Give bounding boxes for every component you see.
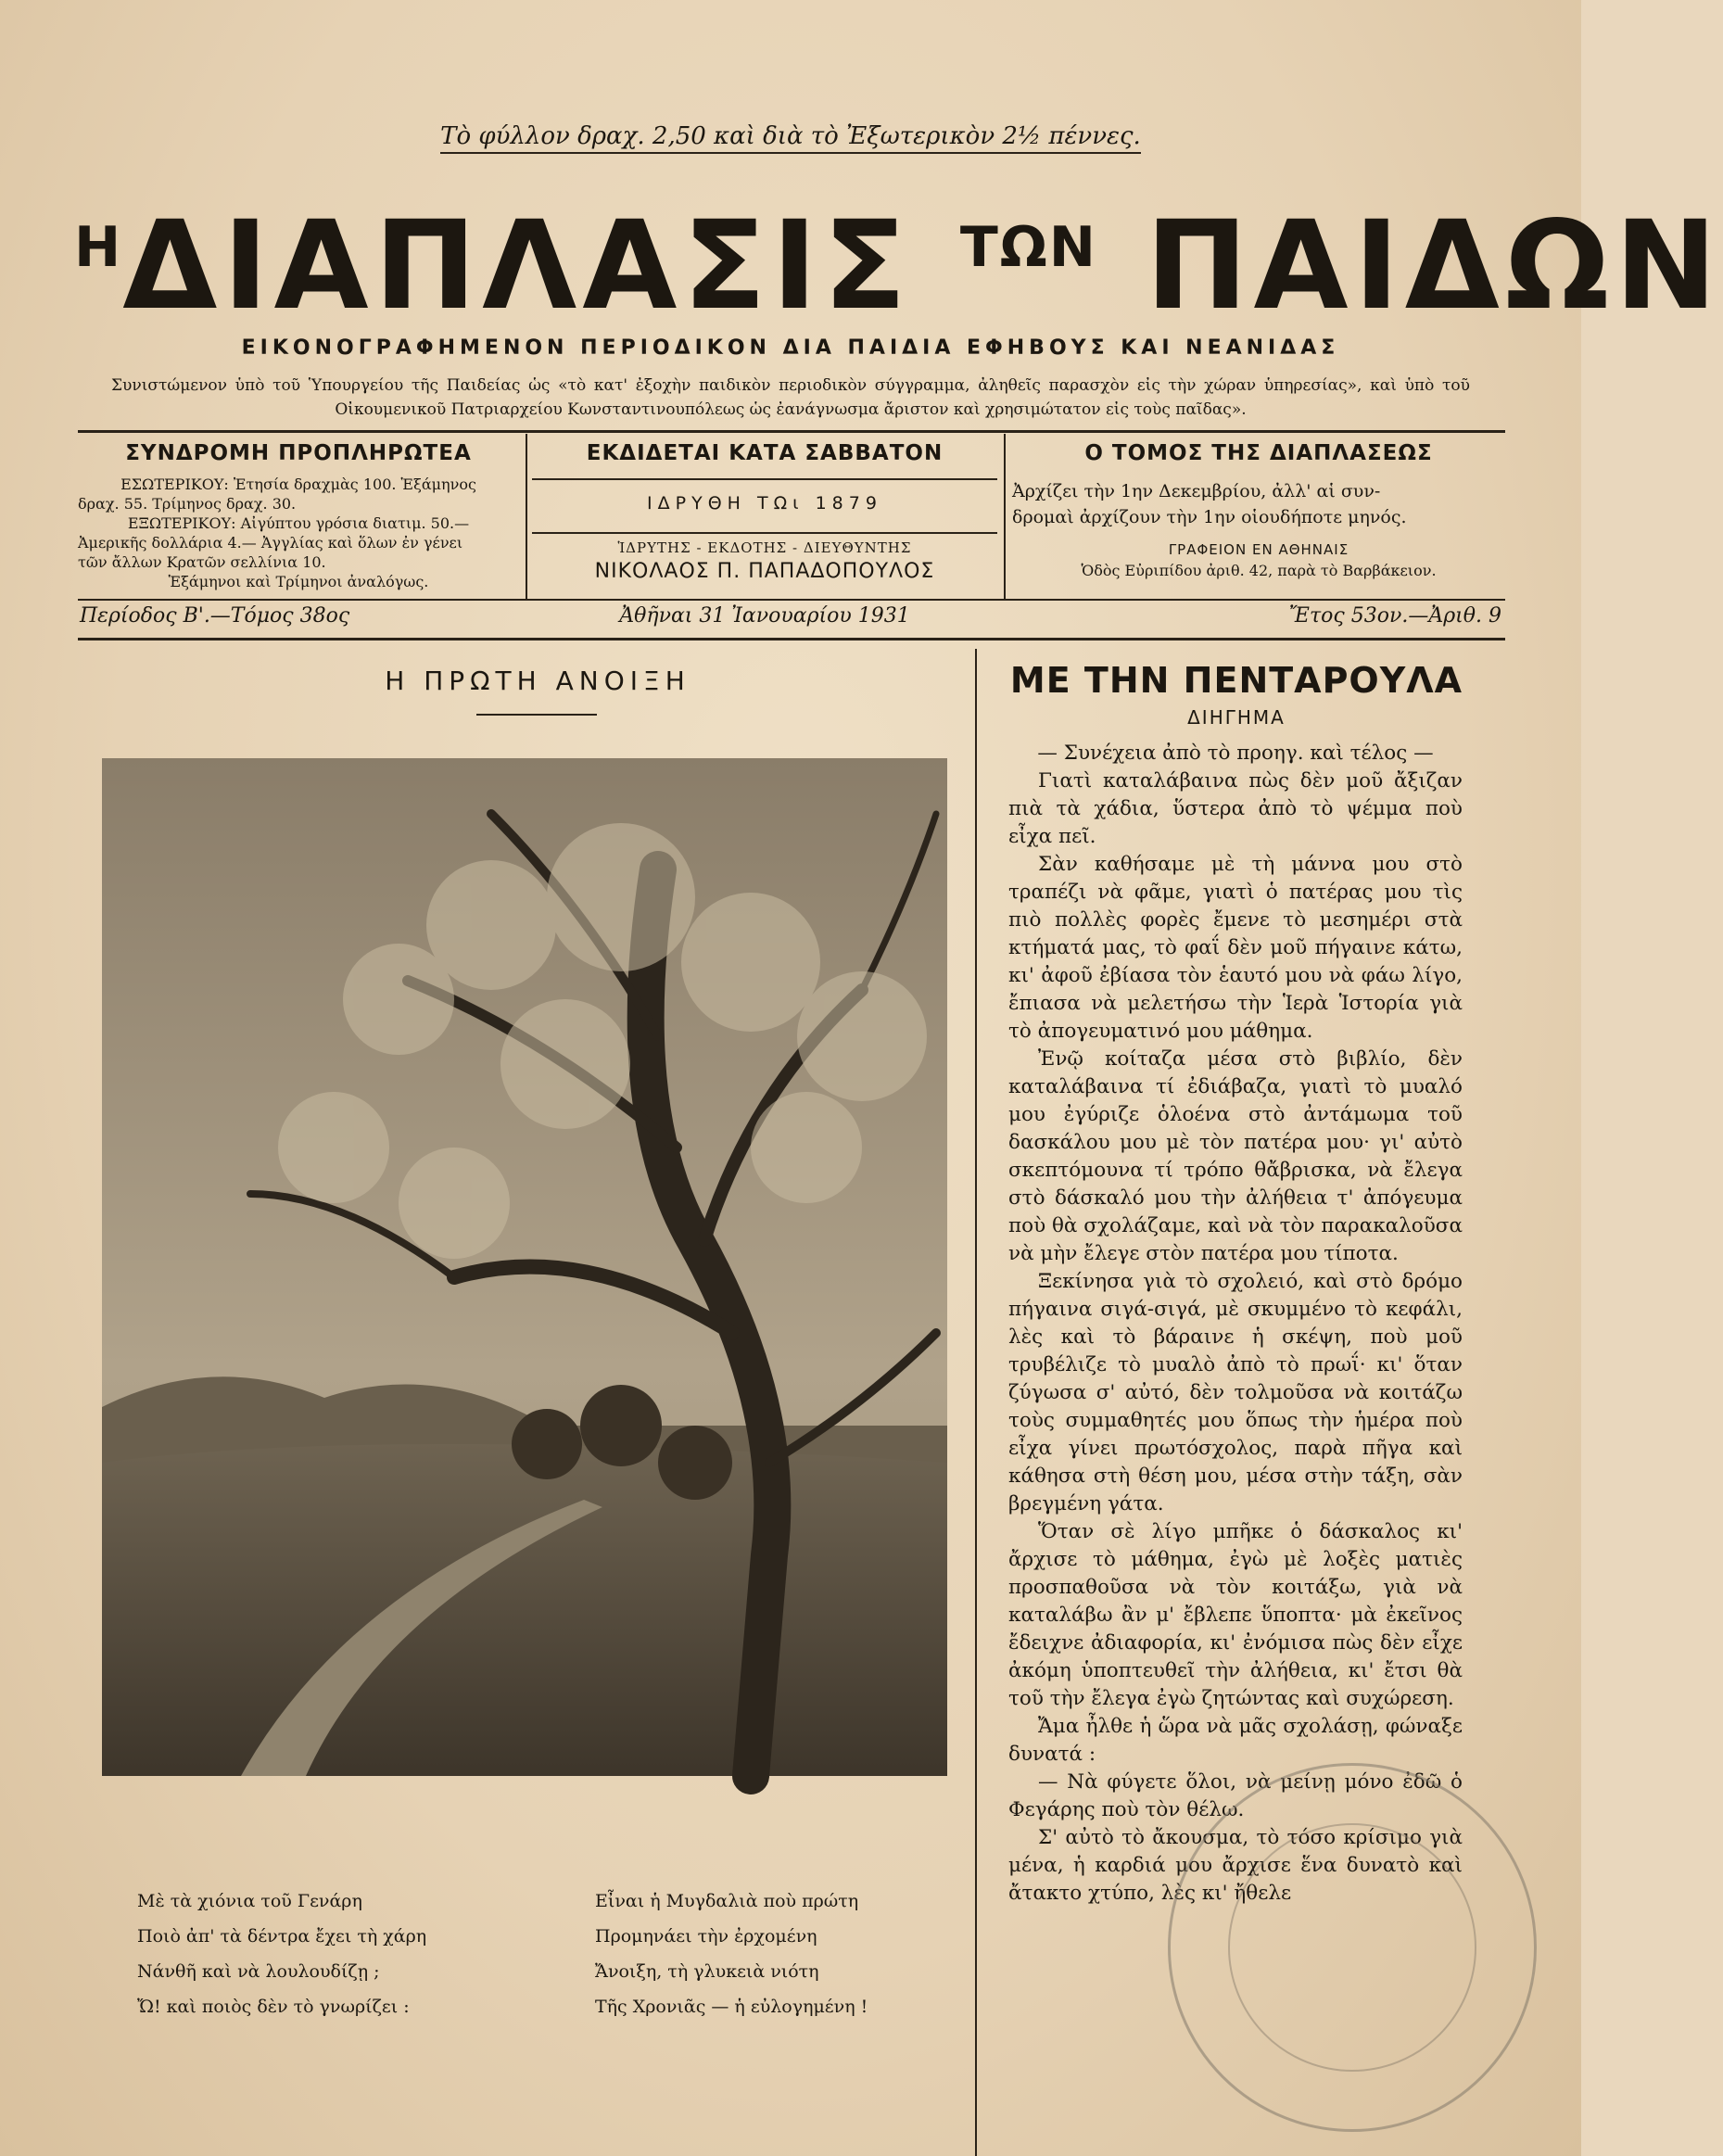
- endorsement: Συνιστώμενον ὑπὸ τοῦ Ὑπουργείου τῆς Παιδείας ὡς «τὸ κατ' ἐξοχὴν παιδικὸν περιοδικὸν σύγγραμμα, ἀληθεῖς παρασχὸν εἰς τὴν χώραν ὑπηρεσίας», καὶ ὑπὸ τοῦ Οἰκουμενικοῦ Πατριαρχείου Κωνσταντινουπόλεως ὡς ἐανάγνωσμα ἄριστον καὶ χρησιμώτατον εἰς τοὺς παῖδας».: [111, 376, 1470, 419]
- masthead: [74, 178, 1723, 337]
- poem-line: Ποιὸ ἀπ' τὰ δέντρα ἔχει τὴ χάρη: [137, 1926, 427, 1947]
- poem-left-column: [137, 1883, 526, 2024]
- poem-line: Ὤ! καὶ ποιὸς δὲν τὸ γνωρίζει :: [137, 1997, 410, 2017]
- story-paragraph: Ξεκίνησα γιὰ τὸ σχολειό, καὶ στὸ δρόμο πήγαινα σιγά-σιγά, μὲ σκυμμένο τὸ κεφάλι, λὲς καὶ τὸ βάραινε ἡ σκέψη, ποὺ μοῦ τρυβέλιζε τὸ μυαλὸ ἀπὸ τὸ πρωΐ· κι' ὅταν ζύγωσα σ' αὐτό, δὲν τολμοῦσα νὰ κοιτάζω τοὺς συμμαθητές μου ὅπως τὴν ἡμέρα ποὺ εἶχα γίνει πρωτόσχολος, παρὰ πῆγα καὶ κάθησα στὴ θέση μου, μέσα στὴν τάξη, σὰν βρεγμένη γάτα.: [1008, 1270, 1463, 1516]
- box-top-rule: [78, 430, 1505, 433]
- library-stamp-inner: [1228, 1823, 1476, 2072]
- subscription-text: [78, 475, 519, 591]
- poem-line: Νάνθῆ καὶ νὰ λουλουδίζῃ ;: [137, 1961, 380, 1982]
- issue-date: Ἀθῆναι 31 Ἰανουαρίου 1931: [619, 604, 910, 628]
- office-title: ΓΡΑΦΕΙΟΝ ΕΝ ΑΘΗΝΑΙΣ: [1168, 541, 1349, 558]
- box-divider-left: [526, 434, 527, 599]
- volume-line: Ἀρχίζει τὴν 1ην Δεκεμβρίου, ἀλλ' αἱ συν-: [1012, 481, 1381, 501]
- roles-line: ἹΔΡΥΤΗΣ - ΕΚΔΟΤΗΣ - ΔΙΕΥΘΥΝΤΗΣ: [617, 539, 912, 556]
- subscription-title: ΣΥΝΔΡΟΜΗ ΠΡΟΠΛΗΡΩΤΕΑ: [125, 441, 472, 465]
- story-paragraph: Σὰν καθήσαμε μὲ τὴ μάννα μου στὸ τραπέζι νὰ φᾶμε, γιατὶ ὁ πατέρας μου τὶς πιὸ πολλὲς φορὲς ἔμενε τὸ μεσημέρι στὰ κτήματά μας, τὸ φαΐ δὲν μοῦ πήγαινε κάτω, κι' ἀφοῦ ἐβίασα τὸν ἑαυτό μου νὰ φάω λίγο, ἔπιασα νὰ μελετήσω τὴν Ἱερὰ Ἱστορία γιὰ τὸ ἀπογευματινό μου μάθημα.: [1008, 853, 1463, 1043]
- issue-year: Ἔτος 53ον.—Ἀριθ. 9: [1288, 604, 1501, 628]
- subscription-line: ΕΣΩΤΕΡΙΚΟΥ: Ἐτησία δραχμὰς 100. Ἑξάμηνος: [120, 476, 476, 493]
- subscription-box: [78, 441, 519, 591]
- masthead-word-paidon: ΠΑΙΔΩΝ: [1145, 195, 1723, 337]
- poem-line: Τῆς Χρονιᾶς — ἡ εὐλογημένη !: [595, 1997, 868, 2017]
- column-divider: [975, 649, 977, 2156]
- subscription-line: δραχ. 55. Τρίμηνος δραχ. 30.: [78, 495, 297, 513]
- box-divider-right: [1004, 434, 1006, 599]
- volume-title: Ο ΤΟΜΟΣ ΤΗΣ ΔΙΑΠΛΑΣΕΩΣ: [1084, 441, 1433, 465]
- poem-line: Μὲ τὰ χιόνια τοῦ Γενάρη: [137, 1891, 362, 1911]
- price-line: Τὸ φύλλον δραχ. 2,50 καὶ διὰ τὸ Ἐξωτερικὸν 2½ πέννες.: [0, 122, 1581, 150]
- story-paragraph: Ἄμα ἦλθε ἡ ὥρα νὰ μᾶς σχολάσῃ, φώναξε δυνατά :: [1008, 1715, 1463, 1766]
- subscription-line: τῶν ἄλλων Κρατῶν σελλίνια 10.: [78, 553, 326, 571]
- masthead-article: Η: [74, 215, 123, 280]
- issue-period: Περίοδος Β'.—Τόμος 38ος: [80, 604, 350, 628]
- feature-title-rule: [476, 714, 597, 716]
- story-paragraph: Ὅταν σὲ λίγο μπῆκε ὁ δάσκαλος κι' ἄρχισε τὸ μάθημα, ἐγὼ μὲ λοξὲς ματιὲς προσπαθοῦσα νὰ τὸν κοιτάξω, γιὰ νὰ καταλάβω ἂν μ' ἔβλεπε ὕποπτα· μὰ ἐκεῖνος ἔδειχνε ἀδιαφορία, κι' ἐνόμισα πὼς δὲν εἶχε ἀκόμη ὑποπτευθεῖ τὴν ἀλήθεια, κι' ἔτσι θὰ τοῦ τὴν ἔλεγα ἐγὼ ζητώντας καὶ συχώρεση.: [1008, 1520, 1463, 1710]
- volume-box: [1012, 441, 1505, 579]
- office-address: Ὁδὸς Εὐριπίδου ἀριθ. 42, παρὰ τὸ Βαρβάκειον.: [1081, 562, 1437, 579]
- founded-rule: [532, 532, 997, 534]
- masthead-word-diaplasis: ΔΙΑΠΛΑΣΙΣ: [122, 195, 912, 337]
- masthead-word-ton: ΤΩΝ: [959, 215, 1098, 280]
- poem-line: Ἄνοιξη, τὴ γλυκειὰ νιότη: [595, 1961, 819, 1982]
- story-paragraph: — Νὰ φύγετε ὅλοι, νὰ μείνῃ μόνο ἐδῶ ὁ Φεγάρης ποὺ τὸν θέλω.: [1008, 1770, 1463, 1821]
- story-continuation: — Συνέχεια ἀπὸ τὸ προηγ. καὶ τέλος —: [1037, 742, 1434, 765]
- subtitle: ΕΙΚΟΝΟΓΡΑΦΗΜΕΝΟΝ ΠΕΡΙΟΔΙΚΟΝ ΔΙΑ ΠΑΙΔΙΑ ΕΦΗΒΟΥΣ ΚΑΙ ΝΕΑΝΙΔΑΣ: [241, 336, 1340, 360]
- story-paragraph: Σ' αὐτὸ τὸ ἄκουσμα, τὸ τόσο κρίσιμο γιὰ μένα, ἡ καρδιά μου ἄρχισε ἕνα δυνατὸ καὶ ἄτακτο χτύπο, λὲς κι' ἤθελε: [1008, 1826, 1463, 1905]
- story-genre: ΔΙΗΓΗΜΑ: [1187, 706, 1286, 729]
- poem-right-column: [595, 1883, 947, 2024]
- poem-line: Εἶναι ἡ Μυγδαλιὰ ποὺ πρώτη: [595, 1891, 859, 1911]
- issue-rule: [78, 638, 1505, 640]
- publication-box: [532, 441, 997, 583]
- story-paragraph: Γιατὶ καταλάβαινα πὼς δὲν μοῦ ἄξιζαν πιὰ τὰ χάδια, ὕστερα ἀπὸ τὸ ψέμμα ποὺ εἶχα πεῖ.: [1008, 769, 1463, 848]
- publication-title: ΕΚΔΙΔΕΤΑΙ ΚΑΤΑ ΣΑΒΒΑΤΟΝ: [586, 441, 944, 465]
- subscription-line: ΕΞΩΤΕΡΙΚΟΥ: Αἰγύπτου γρόσια διατιμ. 50.—: [127, 514, 470, 532]
- volume-line: δρομαὶ ἀρχίζουν τὴν 1ην οἱουδήποτε μηνός.: [1012, 507, 1407, 527]
- founder-name: ΝΙΚΟΛΑΟΣ Π. ΠΑΠΑΔΟΠΟΥΛΟΣ: [594, 560, 935, 583]
- feature-title: Η ΠΡΩΤΗ ΑΝΟΙΞΗ: [385, 666, 690, 696]
- story-title: ΜΕ ΤΗΝ ΠΕΝΤΑΡΟΥΛΑ: [1009, 660, 1463, 701]
- poem-line: Προμηνάει τὴν ἐρχομένη: [595, 1926, 817, 1947]
- library-stamp: [1168, 1763, 1537, 2132]
- story-body: [1008, 740, 1463, 1908]
- story-paragraph: Ἐνῷ κοίταζα μέσα στὸ βιβλίο, δὲν καταλάβαινα τί ἐδιάβαζα, γιατὶ τὸ μυαλό μου ἐγύριζε ὁλοένα στὸ ἀντάμωμα τοῦ δασκάλου μου μὲ τὸν πατέρα μου· γι' αὐτὸ σκεπτόμουνα τί τρόπο θἄβρισκα, νὰ ἔλεγα στὸ δάσκαλό μου τὴν ἀλήθεια τ' ἀπόγευμα ποὺ θὰ σχολάζαμε, καὶ νὰ τὸν παρακαλοῦσα νὰ μὴν ἔλεγε στὸν πατέρα μου τίποτα.: [1008, 1047, 1463, 1265]
- almond-tree-photo: [102, 758, 947, 1776]
- founded-line: ΙΔΡΥΘΗ ΤΩι 1879: [647, 493, 882, 514]
- box-bottom-rule: [78, 599, 1505, 601]
- subscription-line: Ἀμερικῆς δολλάρια 4.— Ἀγγλίας καὶ ὅλων ἐν γένει: [78, 534, 463, 552]
- volume-text: [1012, 478, 1505, 530]
- publication-rule: [532, 478, 997, 480]
- subscription-line: Ἑξάμηνοι καὶ Τρίμηνοι ἀναλόγως.: [168, 573, 429, 590]
- almond-tree-illustration: [102, 758, 947, 1776]
